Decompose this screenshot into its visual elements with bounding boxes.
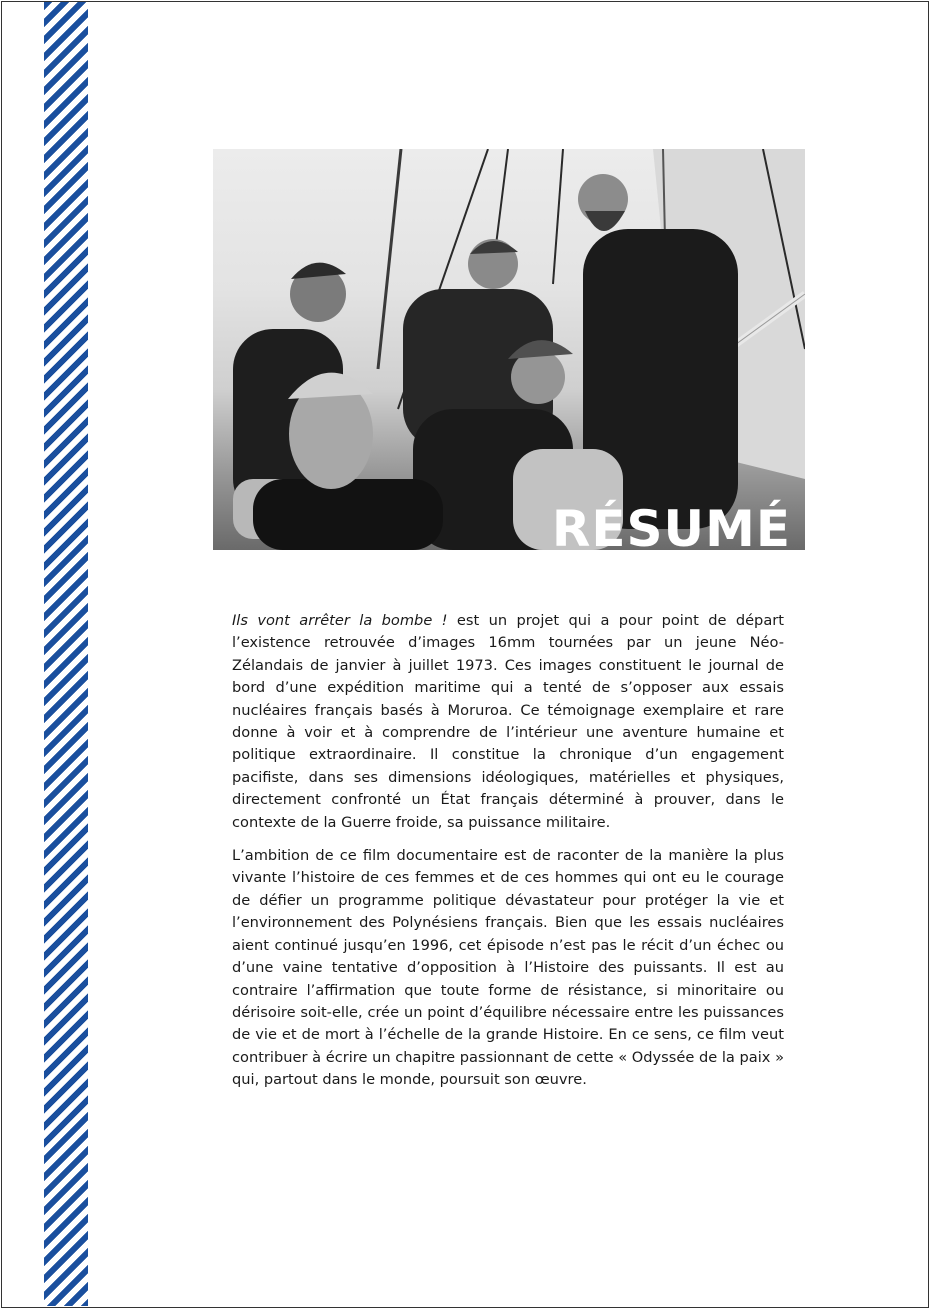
section-title: RÉSUMÉ [551,500,791,550]
summary-paragraph-1-text: est un projet qui a pour point de départ l’existence retrouvée d’images 16mm tournées par un jeune Néo-Zélandais de janvier à juillet 1973. Ces images constituent le journal de bord d’une expédition maritime qui a tenté de s’opposer aux essais nucléaires français basés à Moruroa. Ce témoignage exemplaire et rare donne à voir et à comprendre de l’intérieur une aventure humaine et politique extraordinaire. Il constitue la chronique d’un engagement pacifiste, dans ses dimensions idéologiques, matérielles et physiques, directement confronté un État français déterminé à prouver, dans le contexte de la Guerre froide, sa puissance militaire. [232,612,784,831]
decorative-stripe-band [44,2,88,1306]
crew-photo [213,149,805,550]
summary-paragraph-2: L’ambition de ce film documentaire est de raconter de la manière la plus vivante l’histoire de ces femmes et de ces hommes qui ont eu le courage de défier un programme politique dévastateur pour protéger la vie et l’environnement des Polynésiens français. Bien que les essais nucléaires aient continué jusqu’en 1996, cet épisode n’est pas le récit d’un échec ou d’une vaine tentative d’opposition à l’Histoire des puissants. Il est au contraire l’affirmation que toute forme de résistance, si minoritaire ou dérisoire soit-elle, crée un point d’équilibre nécessaire entre les puissances de vie et de mort à l’échelle de la grande Histoire. En ce sens, ce film veut contribuer à écrire un chapitre passionnant de cette « Odyssée de la paix » qui, partout dans le monde, poursuit son œuvre. [232,847,784,1089]
summary-paragraph-1 [232,610,784,834]
crew-photo-illustration [213,149,805,550]
film-title: Ils vont arrêter la bombe ! [232,612,448,629]
summary-text [232,610,784,1103]
